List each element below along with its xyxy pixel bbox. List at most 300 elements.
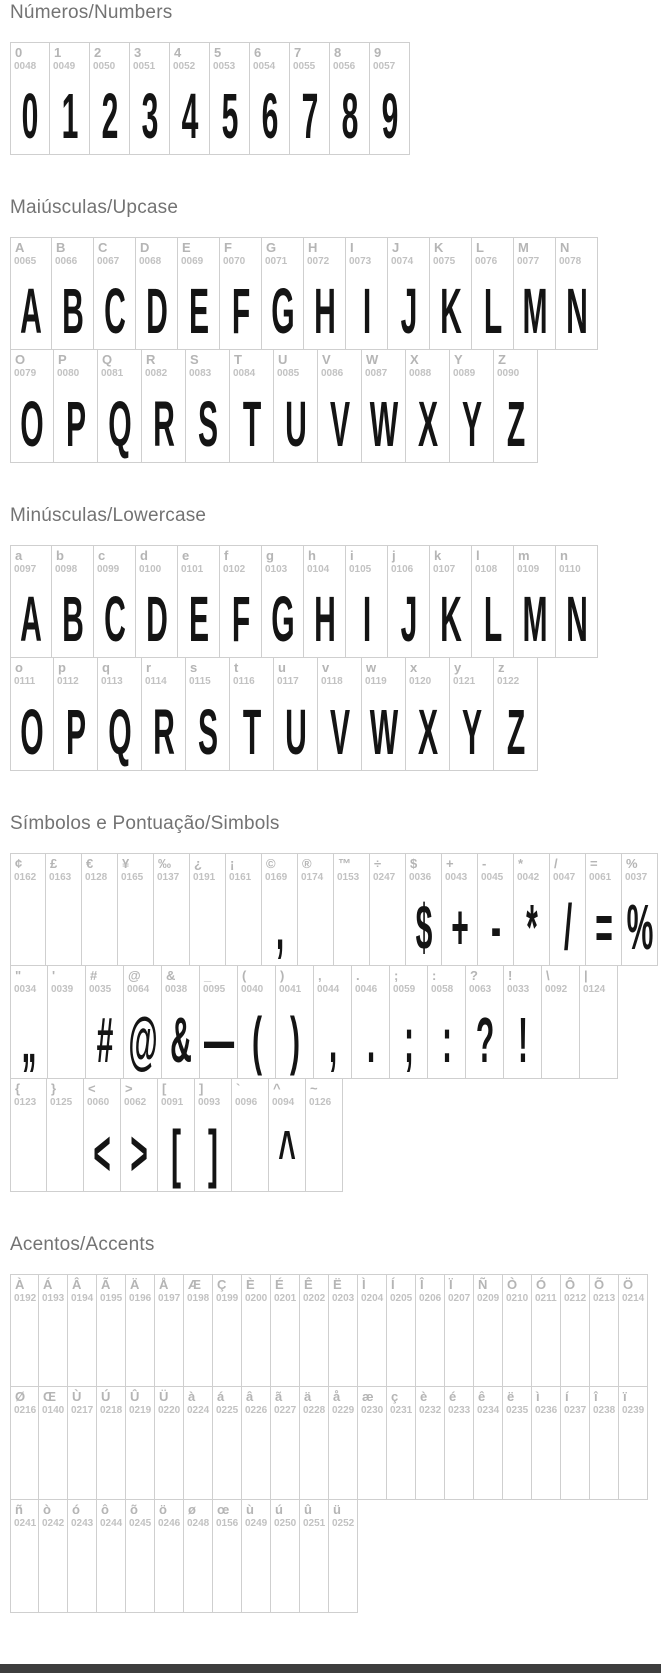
cell-unicode-code: 0050 xyxy=(90,60,129,72)
glyph-cell-0244 xyxy=(97,1500,126,1613)
glyph-cell-0041 xyxy=(276,966,314,1079)
cell-unicode-code: 0052 xyxy=(170,60,209,72)
glyph-cell-0037 xyxy=(622,853,658,966)
glyph-cell-0201 xyxy=(271,1274,300,1387)
cell-unicode-code: 0214 xyxy=(619,1292,647,1304)
cell-character-label: Ô xyxy=(561,1275,589,1292)
cell-glyph-preview: 8 xyxy=(303,84,397,148)
cell-glyph-preview: 5 xyxy=(183,84,277,148)
glyph-cell-0163 xyxy=(46,853,82,966)
cell-unicode-code: 0046 xyxy=(352,983,389,995)
cell-character-label: ¢ xyxy=(11,854,45,871)
cell-character-label: 9 xyxy=(370,43,409,60)
cell-unicode-code: 0114 xyxy=(142,675,185,687)
glyph-cell-0067 xyxy=(94,237,136,350)
glyph-cell-0045 xyxy=(478,853,514,966)
cell-character-label: À xyxy=(11,1275,38,1292)
cell-unicode-code: 0200 xyxy=(242,1292,270,1304)
cell-character-label: Ç xyxy=(213,1275,241,1292)
cell-unicode-code: 0117 xyxy=(274,675,317,687)
glyph-cell-0153 xyxy=(334,853,370,966)
cell-unicode-code: 0116 xyxy=(230,675,273,687)
cell-glyph-preview: 1 xyxy=(23,84,117,148)
cell-glyph-preview: 4 xyxy=(143,84,237,148)
cell-glyph-preview: D xyxy=(110,279,204,343)
glyph-cell-0169 xyxy=(262,853,298,966)
cell-glyph-preview: 2 xyxy=(63,84,157,148)
cell-character-label: . xyxy=(352,966,389,983)
glyph-cell-0205 xyxy=(387,1274,416,1387)
cell-character-label: Î xyxy=(416,1275,444,1292)
cell-character-label: B xyxy=(52,238,93,255)
cell-character-label: æ xyxy=(358,1387,386,1404)
glyph-cell-0229 xyxy=(329,1387,358,1500)
glyph-cell-0083 xyxy=(186,350,230,463)
glyph-cell-0076 xyxy=(472,237,514,350)
cell-character-label: 0 xyxy=(11,43,49,60)
cell-character-label: ] xyxy=(195,1079,231,1096)
cell-unicode-code: 0065 xyxy=(11,255,51,267)
cell-character-label: z xyxy=(494,658,537,675)
cell-character-label: ? xyxy=(466,966,503,983)
glyph-cell-0033 xyxy=(504,966,542,1079)
cell-unicode-code: 0041 xyxy=(276,983,313,995)
cell-glyph-preview: E xyxy=(152,279,246,343)
cell-character-label: ` xyxy=(232,1079,268,1096)
cell-unicode-code: 0089 xyxy=(450,367,493,379)
cell-unicode-code: 0248 xyxy=(184,1517,212,1529)
cell-character-label: Ù xyxy=(68,1387,96,1404)
glyph-cell-0099 xyxy=(94,545,136,658)
cell-unicode-code: 0084 xyxy=(230,367,273,379)
glyph-cell-0074 xyxy=(388,237,430,350)
cell-unicode-code: 0246 xyxy=(155,1517,183,1529)
cell-unicode-code: 0079 xyxy=(11,367,53,379)
cell-unicode-code: 0057 xyxy=(370,60,409,72)
cell-unicode-code: 0237 xyxy=(561,1404,589,1416)
glyph-cell-0056 xyxy=(330,42,370,155)
cell-glyph-preview: X xyxy=(381,392,475,456)
glyph-grid-row xyxy=(10,237,661,350)
cell-glyph-preview: H xyxy=(278,279,372,343)
cell-character-label: F xyxy=(220,238,261,255)
glyph-grid-row xyxy=(10,658,661,771)
cell-glyph-preview: E xyxy=(152,587,246,651)
cell-character-label: ö xyxy=(155,1500,183,1517)
glyph-cell-0203 xyxy=(329,1274,358,1387)
cell-unicode-code: 0074 xyxy=(388,255,429,267)
cell-glyph-preview: 0 xyxy=(0,84,77,148)
glyph-cell-0117 xyxy=(274,658,318,771)
glyph-cell-0114 xyxy=(142,658,186,771)
glyph-cell-0072 xyxy=(304,237,346,350)
cell-character-label: h xyxy=(304,546,345,563)
cell-unicode-code: 0071 xyxy=(262,255,303,267)
cell-unicode-code: 0120 xyxy=(406,675,449,687)
cell-unicode-code: 0195 xyxy=(97,1292,125,1304)
cell-glyph-preview: ^ xyxy=(240,1121,334,1185)
glyph-cell-0216 xyxy=(10,1387,39,1500)
cell-glyph-preview: D xyxy=(110,587,204,651)
cell-unicode-code: 0043 xyxy=(442,871,477,883)
glyph-cell-0095 xyxy=(200,966,238,1079)
glyph-cell-0051 xyxy=(130,42,170,155)
cell-unicode-code: 0097 xyxy=(11,563,51,575)
cell-unicode-code: 0234 xyxy=(474,1404,502,1416)
cell-unicode-code: 0140 xyxy=(39,1404,67,1416)
glyph-cell-0104 xyxy=(304,545,346,658)
cell-unicode-code: 0088 xyxy=(406,367,449,379)
cell-unicode-code: 0090 xyxy=(494,367,537,379)
cell-character-label: á xyxy=(213,1387,241,1404)
cell-character-label: € xyxy=(82,854,117,871)
cell-character-label: w xyxy=(362,658,405,675)
cell-character-label: + xyxy=(442,854,477,871)
glyph-cell-0106 xyxy=(388,545,430,658)
glyph-cell-0233 xyxy=(445,1387,474,1500)
cell-character-label: c xyxy=(94,546,135,563)
glyph-cell-0089 xyxy=(450,350,494,463)
glyph-cell-0085 xyxy=(274,350,318,463)
cell-character-label: £ xyxy=(46,854,81,871)
cell-unicode-code: 0080 xyxy=(54,367,97,379)
glyph-cell-0239 xyxy=(619,1387,648,1500)
glyph-cell-0199 xyxy=(213,1274,242,1387)
glyph-cell-0086 xyxy=(318,350,362,463)
glyph-cell-0066 xyxy=(52,237,94,350)
cell-character-label: P xyxy=(54,350,97,367)
glyph-cell-0118 xyxy=(318,658,362,771)
cell-unicode-code: 0126 xyxy=(306,1096,342,1108)
glyph-cell-0060 xyxy=(84,1079,121,1192)
cell-unicode-code: 0201 xyxy=(271,1292,299,1304)
cell-unicode-code: 0107 xyxy=(430,563,471,575)
glyph-cell-0252 xyxy=(329,1500,358,1613)
cell-unicode-code: 0245 xyxy=(126,1517,154,1529)
glyph-cell-0088 xyxy=(406,350,450,463)
cell-character-label: W xyxy=(362,350,405,367)
cell-glyph-preview: $ xyxy=(377,895,471,959)
glyph-cell-0044 xyxy=(314,966,352,1079)
cell-glyph-preview: - xyxy=(449,895,543,959)
cell-unicode-code: 0068 xyxy=(136,255,177,267)
glyph-cell-0105 xyxy=(346,545,388,658)
cell-unicode-code: 0236 xyxy=(532,1404,560,1416)
cell-character-label: y xyxy=(450,658,493,675)
cell-unicode-code: 0251 xyxy=(300,1517,328,1529)
cell-unicode-code: 0249 xyxy=(242,1517,270,1529)
cell-character-label: 4 xyxy=(170,43,209,60)
cell-unicode-code: 0161 xyxy=(226,871,261,883)
cell-glyph-preview: ( xyxy=(210,1008,304,1072)
cell-unicode-code: 0054 xyxy=(250,60,289,72)
cell-character-label: ò xyxy=(39,1500,67,1517)
cell-unicode-code: 0118 xyxy=(318,675,361,687)
cell-unicode-code: 0047 xyxy=(550,871,585,883)
cell-unicode-code: 0093 xyxy=(195,1096,231,1108)
glyph-cell-0100 xyxy=(136,545,178,658)
cell-unicode-code: 0115 xyxy=(186,675,229,687)
cell-character-label: x xyxy=(406,658,449,675)
cell-unicode-code: 0203 xyxy=(329,1292,357,1304)
cell-character-label: ã xyxy=(271,1387,299,1404)
cell-character-label: M xyxy=(514,238,555,255)
cell-character-label: ó xyxy=(68,1500,96,1517)
cell-unicode-code: 0213 xyxy=(590,1292,618,1304)
glyph-cell-0101 xyxy=(178,545,220,658)
glyph-cell-0108 xyxy=(472,545,514,658)
glyph-cell-0195 xyxy=(97,1274,126,1387)
cell-glyph-preview: @ xyxy=(96,1008,190,1072)
cell-character-label: | xyxy=(580,966,617,983)
glyph-cell-0197 xyxy=(155,1274,184,1387)
glyph-cell-0204 xyxy=(358,1274,387,1387)
cell-unicode-code: 0232 xyxy=(416,1404,444,1416)
section-accents xyxy=(10,1234,661,1613)
cell-character-label: t xyxy=(230,658,273,675)
cell-character-label: í xyxy=(561,1387,589,1404)
cell-glyph-preview: J xyxy=(362,587,456,651)
glyph-cell-0224 xyxy=(184,1387,213,1500)
cell-character-label: k xyxy=(430,546,471,563)
cell-character-label: Ø xyxy=(11,1387,38,1404)
cell-unicode-code: 0058 xyxy=(428,983,465,995)
glyph-cell-0062 xyxy=(121,1079,158,1192)
cell-unicode-code: 0053 xyxy=(210,60,249,72)
cell-character-label: 2 xyxy=(90,43,129,60)
glyph-grid-row xyxy=(10,853,661,966)
glyph-cell-0174 xyxy=(298,853,334,966)
cell-glyph-preview: F xyxy=(194,279,288,343)
glyph-cell-0116 xyxy=(230,658,274,771)
cell-character-label: Y xyxy=(450,350,493,367)
cell-unicode-code: 0125 xyxy=(47,1096,83,1108)
cell-unicode-code: 0045 xyxy=(478,871,513,883)
glyph-cell-0111 xyxy=(10,658,54,771)
glyph-cell-0128 xyxy=(82,853,118,966)
glyph-cell-0217 xyxy=(68,1387,97,1500)
glyph-cell-0070 xyxy=(220,237,262,350)
glyph-cell-0059 xyxy=(390,966,428,1079)
cell-unicode-code: 0073 xyxy=(346,255,387,267)
cell-unicode-code: 0205 xyxy=(387,1292,415,1304)
cell-unicode-code: 0061 xyxy=(586,871,621,883)
cell-character-label: Ã xyxy=(97,1275,125,1292)
glyph-cell-0081 xyxy=(98,350,142,463)
cell-character-label: ™ xyxy=(334,854,369,871)
cell-character-label: Í xyxy=(387,1275,415,1292)
glyph-cell-0236 xyxy=(532,1387,561,1500)
cell-glyph-preview: Q xyxy=(73,392,167,456)
cell-glyph-preview: U xyxy=(249,700,343,764)
glyph-cell-0113 xyxy=(98,658,142,771)
glyph-cell-0038 xyxy=(162,966,200,1079)
cell-unicode-code: 0111 xyxy=(11,675,53,687)
cell-glyph-preview: G xyxy=(236,279,330,343)
cell-character-label: f xyxy=(220,546,261,563)
cell-unicode-code: 0081 xyxy=(98,367,141,379)
cell-character-label: d xyxy=(136,546,177,563)
cell-unicode-code: 0063 xyxy=(466,983,503,995)
glyph-grid-row xyxy=(10,545,661,658)
cell-glyph-preview: B xyxy=(26,587,120,651)
cell-character-label: Z xyxy=(494,350,537,367)
glyph-cell-0207 xyxy=(445,1274,474,1387)
cell-unicode-code: 0037 xyxy=(622,871,657,883)
cell-unicode-code: 0091 xyxy=(158,1096,194,1108)
cell-glyph-preview: 9 xyxy=(343,84,437,148)
cell-unicode-code: 0039 xyxy=(48,983,85,995)
cell-unicode-code: 0235 xyxy=(503,1404,531,1416)
cell-unicode-code: 0082 xyxy=(142,367,185,379)
cell-unicode-code: 0059 xyxy=(390,983,427,995)
glyph-cell-0191 xyxy=(190,853,226,966)
cell-character-label: ø xyxy=(184,1500,212,1517)
cell-character-label: © xyxy=(262,854,297,871)
cell-character-label: Ï xyxy=(445,1275,473,1292)
cell-character-label: Õ xyxy=(590,1275,618,1292)
cell-unicode-code: 0233 xyxy=(445,1404,473,1416)
cell-character-label: L xyxy=(472,238,513,255)
cell-unicode-code: 0224 xyxy=(184,1404,212,1416)
cell-unicode-code: 0108 xyxy=(472,563,513,575)
cell-glyph-preview: & xyxy=(134,1008,228,1072)
glyph-cell-0115 xyxy=(186,658,230,771)
cell-character-label: U xyxy=(274,350,317,367)
cell-unicode-code: 0110 xyxy=(556,563,597,575)
cell-character-label: 8 xyxy=(330,43,369,60)
cell-character-label: å xyxy=(329,1387,357,1404)
cell-unicode-code: 0153 xyxy=(334,871,369,883)
cell-glyph-preview: C xyxy=(68,279,162,343)
cell-unicode-code: 0076 xyxy=(472,255,513,267)
cell-unicode-code: 0210 xyxy=(503,1292,531,1304)
cell-unicode-code: 0100 xyxy=(136,563,177,575)
glyph-cell-0120 xyxy=(406,658,450,771)
cell-character-label: Ü xyxy=(155,1387,183,1404)
cell-unicode-code: 0113 xyxy=(98,675,141,687)
glyph-cell-0122 xyxy=(494,658,538,771)
footer-bar xyxy=(0,1664,661,1673)
cell-character-label: ú xyxy=(271,1500,299,1517)
glyph-cell-0251 xyxy=(300,1500,329,1613)
cell-unicode-code: 0040 xyxy=(238,983,275,995)
cell-unicode-code: 0075 xyxy=(430,255,471,267)
cell-unicode-code: 0098 xyxy=(52,563,93,575)
glyph-cell-0039 xyxy=(48,966,86,1079)
cell-unicode-code: 0104 xyxy=(304,563,345,575)
cell-character-label: ) xyxy=(276,966,313,983)
cell-glyph-preview: Y xyxy=(425,700,519,764)
cell-unicode-code: 0241 xyxy=(11,1517,38,1529)
glyph-cell-0087 xyxy=(362,350,406,463)
cell-glyph-preview: < xyxy=(55,1121,149,1185)
cell-character-label: { xyxy=(11,1079,46,1096)
cell-glyph-preview: ; xyxy=(362,1008,456,1072)
cell-character-label: O xyxy=(11,350,53,367)
cell-character-label: G xyxy=(262,238,303,255)
cell-glyph-preview: P xyxy=(29,392,123,456)
cell-glyph-preview: X xyxy=(381,700,475,764)
cell-character-label: ô xyxy=(97,1500,125,1517)
cell-unicode-code: 0035 xyxy=(86,983,123,995)
cell-character-label: ; xyxy=(390,966,427,983)
glyph-cell-0196 xyxy=(126,1274,155,1387)
cell-character-label: , xyxy=(314,966,351,983)
cell-unicode-code: 0137 xyxy=(154,871,189,883)
cell-character-label: o xyxy=(11,658,53,675)
cell-glyph-preview: ) xyxy=(248,1008,342,1072)
glyph-cell-0092 xyxy=(542,966,580,1079)
glyph-grid-row xyxy=(10,966,661,1079)
glyph-cell-0241 xyxy=(10,1500,39,1613)
glyph-grid-row xyxy=(10,1500,661,1613)
cell-glyph-preview: J xyxy=(362,279,456,343)
cell-unicode-code: 0193 xyxy=(39,1292,67,1304)
cell-unicode-code: 0243 xyxy=(68,1517,96,1529)
glyph-cell-0165 xyxy=(118,853,154,966)
glyph-cell-0098 xyxy=(52,545,94,658)
cell-character-label: > xyxy=(121,1079,157,1096)
cell-glyph-preview: S xyxy=(161,392,255,456)
cell-glyph-preview: C xyxy=(68,587,162,651)
glyph-cell-0162 xyxy=(10,853,46,966)
cell-unicode-code: 0169 xyxy=(262,871,297,883)
cell-character-label: é xyxy=(445,1387,473,1404)
cell-unicode-code: 0202 xyxy=(300,1292,328,1304)
cell-character-label: u xyxy=(274,658,317,675)
glyph-cell-0124 xyxy=(580,966,618,1079)
glyph-cell-0091 xyxy=(158,1079,195,1192)
cell-unicode-code: 0095 xyxy=(200,983,237,995)
cell-glyph-preview: + xyxy=(413,895,507,959)
glyph-cell-0082 xyxy=(142,350,186,463)
cell-character-label: J xyxy=(388,238,429,255)
cell-character-label: e xyxy=(178,546,219,563)
glyph-cell-0192 xyxy=(10,1274,39,1387)
cell-character-label: õ xyxy=(126,1500,154,1517)
cell-character-label: 3 xyxy=(130,43,169,60)
cell-unicode-code: 0252 xyxy=(329,1517,357,1529)
cell-unicode-code: 0212 xyxy=(561,1292,589,1304)
cell-glyph-preview: T xyxy=(205,700,299,764)
cell-character-label: Œ xyxy=(39,1387,67,1404)
cell-glyph-preview: . xyxy=(324,1008,418,1072)
cell-unicode-code: 0165 xyxy=(118,871,153,883)
cell-unicode-code: 0106 xyxy=(388,563,429,575)
cell-glyph-preview: N xyxy=(530,279,624,343)
cell-unicode-code: 0096 xyxy=(232,1096,268,1108)
glyph-cell-0035 xyxy=(86,966,124,1079)
cell-character-label: ! xyxy=(504,966,541,983)
cell-character-label: K xyxy=(430,238,471,255)
cell-glyph-preview: A xyxy=(0,587,78,651)
cell-character-label: l xyxy=(472,546,513,563)
cell-character-label: / xyxy=(550,854,585,871)
glyph-cell-0235 xyxy=(503,1387,532,1500)
cell-unicode-code: 0124 xyxy=(580,983,617,995)
glyph-cell-0212 xyxy=(561,1274,590,1387)
cell-character-label: s xyxy=(186,658,229,675)
cell-character-label: ¿ xyxy=(190,854,225,871)
cell-character-label: D xyxy=(136,238,177,255)
cell-unicode-code: 0163 xyxy=(46,871,81,883)
cell-character-label: ÷ xyxy=(370,854,405,871)
glyph-cell-0226 xyxy=(242,1387,271,1500)
cell-unicode-code: 0229 xyxy=(329,1404,357,1416)
glyph-cell-0050 xyxy=(90,42,130,155)
glyph-cell-0053 xyxy=(210,42,250,155)
